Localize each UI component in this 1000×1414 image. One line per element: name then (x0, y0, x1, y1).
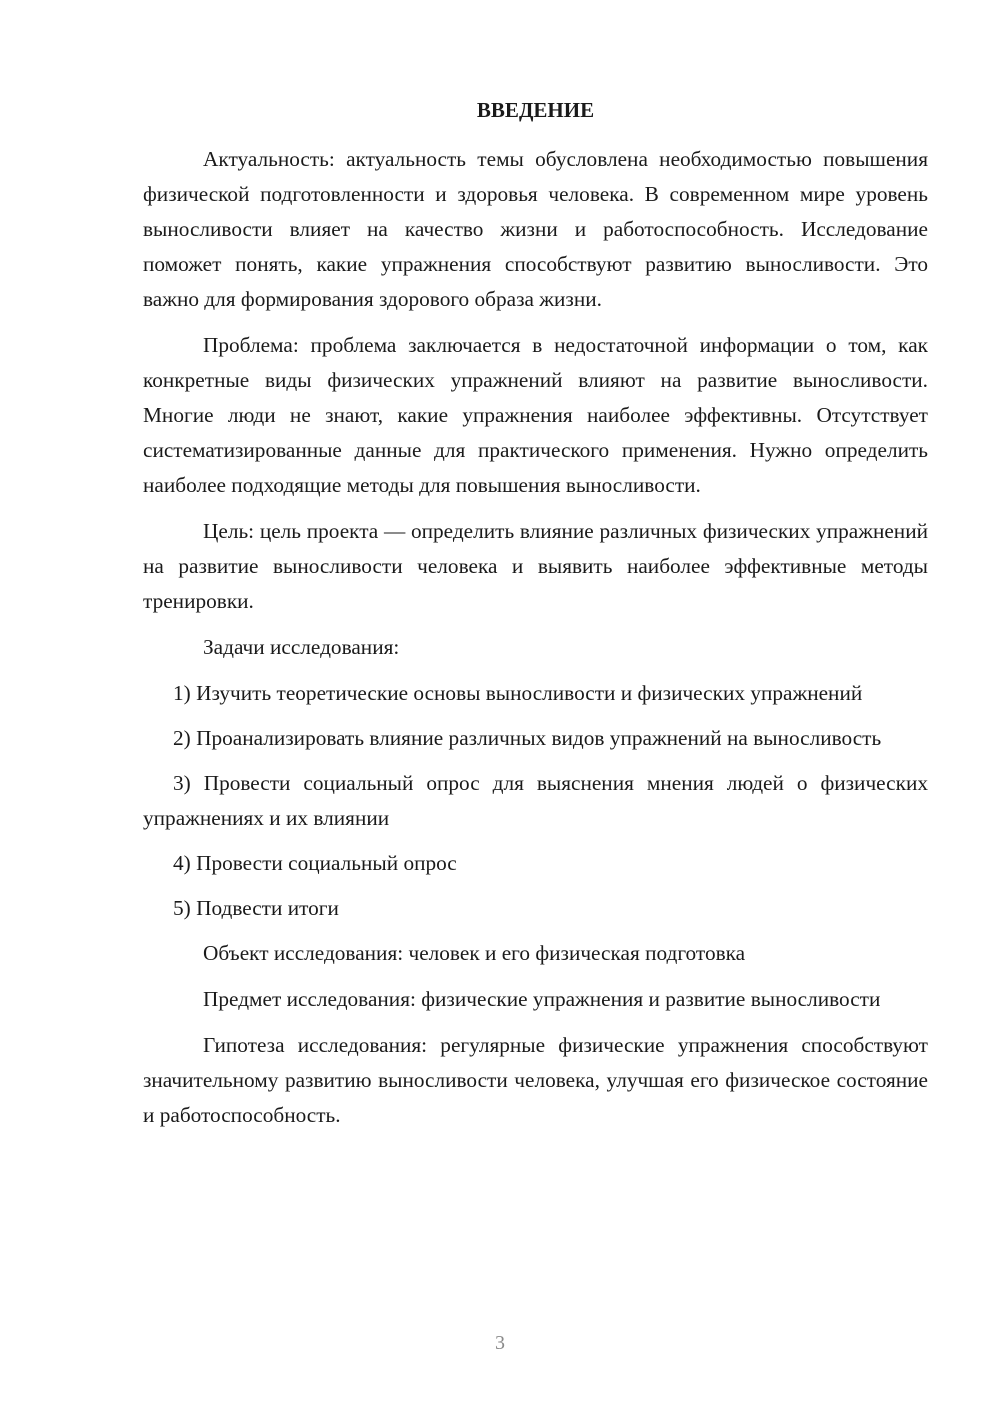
page-number: 3 (495, 1332, 505, 1354)
tasks-heading: Задачи исследования: (203, 635, 400, 659)
paragraph-hypothesis: Гипотеза исследования: регулярные физические упражнения способствуют значительному развитию выносливости человека, улучшая его физическое состояние и работоспособность. (143, 1033, 928, 1127)
paragraph-problem: Проблема: проблема заключается в недостаточной информации о том, как конкретные виды физических упражнений влияют на развитие выносливости. Многие люди не знают, какие упражнения наиболее эффективны. Отсутствует систематизированные данные для практического применения. Нужно определить наиболее подходящие методы для повышения выносливости. (143, 333, 928, 497)
list-item-task-4: 4) Провести социальный опрос (173, 851, 457, 875)
paragraph-relevance: Актуальность: актуальность темы обусловлена необходимостью повышения физической подготовленности и здоровья человека. В современном мире уровень выносливости влияет на качество жизни и работоспособность. Исследование поможет понять, какие упражнения способствуют развитию выносливости. Это важно для формирования здорового образа жизни. (143, 147, 928, 311)
document-page (143, 96, 928, 1144)
list-item-task-2: 2) Проанализировать влияние различных видов упражнений на выносливость (173, 726, 882, 750)
paragraph-goal: Цель: цель проекта — определить влияние различных физических упражнений на развитие выносливости человека и выявить наиболее эффективные методы тренировки. (143, 519, 928, 613)
list-item-task-5: 5) Подвести итоги (173, 896, 339, 920)
list-item-task-1: 1) Изучить теоретические основы выносливости и физических упражнений (173, 681, 863, 705)
list-item-task-3: 3) Провести социальный опрос для выяснения мнения людей о физических упражнениях и их влиянии (143, 771, 928, 830)
paragraph-subject: Предмет исследования: физические упражнения и развитие выносливости (203, 987, 881, 1011)
paragraph-object: Объект исследования: человек и его физическая подготовка (203, 941, 746, 965)
page-title: ВВЕДЕНИЕ (476, 98, 595, 122)
